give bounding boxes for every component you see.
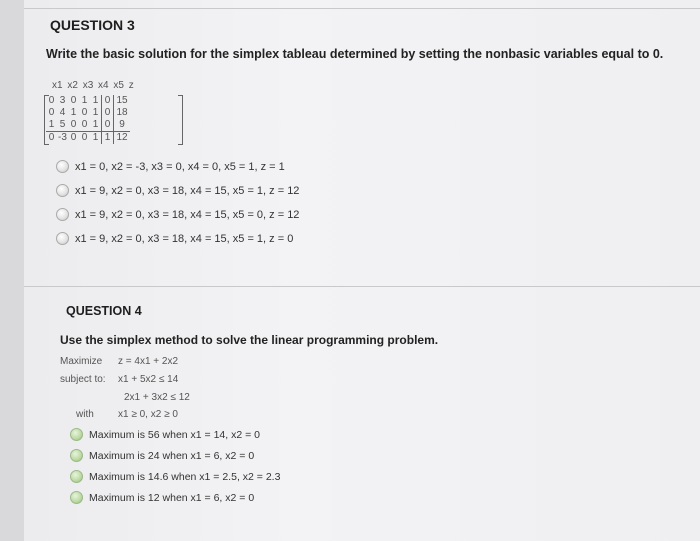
constraint-2: 2x1 + 3x2 ≤ 12 [124,392,190,403]
cell: -3 [58,132,67,143]
option-label: x1 = 0, x2 = -3, x3 = 0, x4 = 0, x5 = 1, z = 1 [75,160,285,173]
objective-function: z = 4x1 + 2x2 [118,356,179,367]
cell: 0 [102,107,114,119]
radio-button-icon[interactable] [70,428,83,441]
cell: 1 [92,95,99,106]
question-4-title: QUESTION 4 [66,304,142,318]
radio-button-icon[interactable] [70,491,83,504]
cell: 0 [46,132,57,145]
tableau-row [46,132,130,145]
cell: 0 [102,119,114,132]
cell: 18 [114,107,131,119]
header-x3: x3 [82,80,94,91]
option-label: Maximum is 14.6 when x1 = 2.5, x2 = 2.3 [89,470,281,483]
q4-option-2[interactable] [70,449,254,462]
option-label: x1 = 9, x2 = 0, x3 = 18, x4 = 15, x5 = 1, z = 0 [75,232,294,245]
with-label: with [76,409,94,420]
option-label: x1 = 9, x2 = 0, x3 = 18, x4 = 15, x5 = 0, z = 12 [75,208,300,221]
cell: 1 [90,132,102,145]
question-3-title: QUESTION 3 [50,17,135,33]
simplex-tableau [46,95,130,144]
constraint-1: x1 + 5x2 ≤ 14 [118,374,179,385]
cell: 0 [81,107,88,118]
tableau-row [46,95,130,107]
header-x5: x5 [113,80,124,91]
cell: 1 [102,132,114,145]
radio-button-icon[interactable] [70,449,83,462]
option-label: Maximum is 56 when x1 = 14, x2 = 0 [89,428,260,441]
header-x4: x4 [98,80,109,91]
cell: 0 [68,132,79,145]
radio-button-icon[interactable] [70,470,83,483]
cell: 0 [70,119,77,130]
tableau-header [52,80,134,91]
cell: 12 [114,132,131,145]
cell: 1 [70,107,77,118]
question-3-prompt: Write the basic solution for the simplex tableau determined by setting the nonbasic variables equal to 0. [46,47,664,61]
option-label: Maximum is 12 when x1 = 6, x2 = 0 [89,491,255,504]
option-label: x1 = 9, x2 = 0, x3 = 18, x4 = 15, x5 = 1, z = 12 [75,184,300,197]
radio-button-icon[interactable] [56,184,69,197]
cell: 0 [102,95,114,107]
nonnegativity-constraints: x1 ≥ 0, x2 ≥ 0 [118,409,178,420]
radio-button-icon[interactable] [56,232,69,245]
maximize-label: Maximize [60,356,103,367]
cell: 1 [48,119,55,130]
cell: 4 [59,107,66,118]
q3-option-2[interactable] [56,184,299,197]
q4-option-3[interactable] [70,470,280,483]
cell: 1 [81,95,88,106]
radio-button-icon[interactable] [56,208,69,221]
header-z: z [128,80,134,91]
q4-option-1[interactable] [70,428,260,441]
header-x1: x1 [52,80,63,91]
q3-option-1[interactable] [56,160,285,173]
cell: 5 [59,119,66,130]
subject-to-label: subject to: [60,374,106,385]
cell: 3 [59,95,66,106]
cell: 1 [92,119,99,130]
option-label: Maximum is 24 when x1 = 6, x2 = 0 [89,449,255,462]
question-4-prompt: Use the simplex method to solve the linear programming problem. [60,333,439,347]
tableau-row [46,119,130,132]
cell: 0 [48,95,55,106]
top-divider [24,8,700,9]
tableau-right-bracket [178,95,183,145]
q4-option-4[interactable] [70,491,254,504]
question-divider [24,286,700,287]
cell: 0 [48,107,55,118]
header-x2: x2 [67,80,78,91]
cell: 0 [81,119,88,130]
q3-option-3[interactable] [56,208,299,221]
tableau-row [46,107,130,119]
cell: 0 [70,95,77,106]
q3-option-4[interactable] [56,232,293,245]
cell: 0 [79,132,90,145]
cell: 1 [92,107,99,118]
radio-button-icon[interactable] [56,160,69,173]
cell: 9 [114,119,131,132]
cell: 15 [114,95,131,107]
